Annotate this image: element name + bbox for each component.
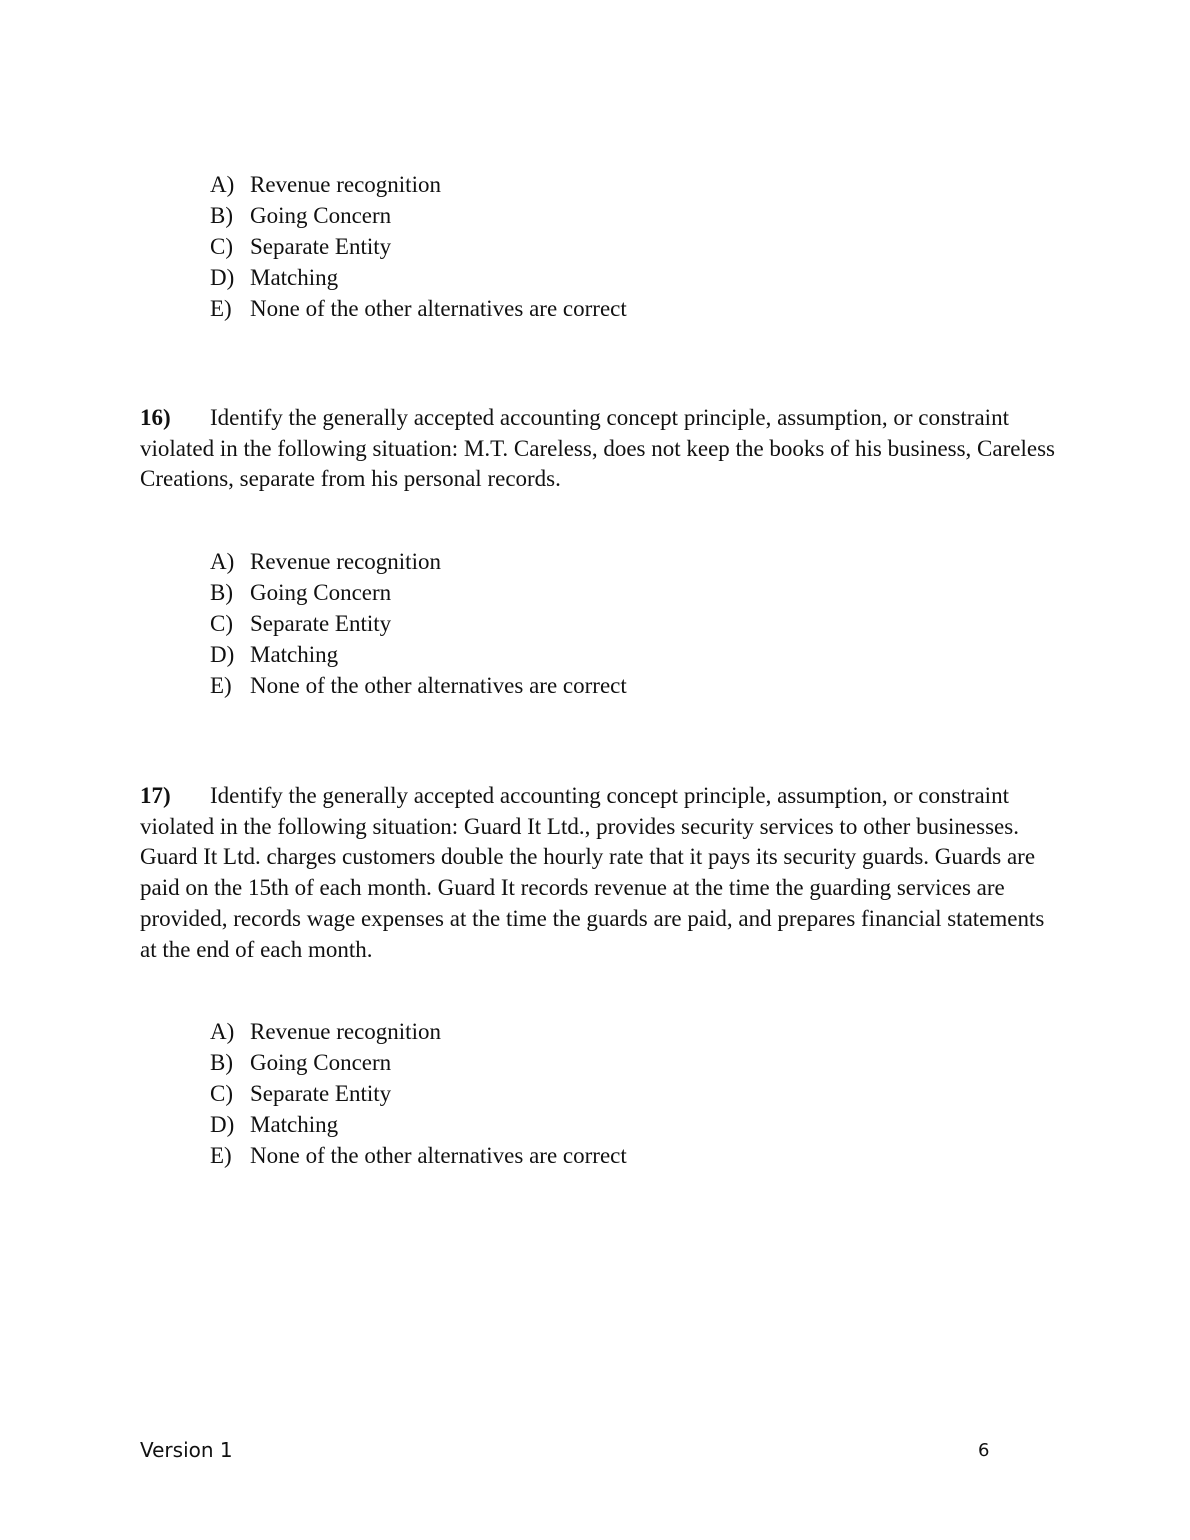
option-a: A) Revenue recognition [210, 172, 441, 197]
footer-version: Version 1 [140, 1438, 233, 1462]
question-number: 17) [140, 783, 171, 808]
option-a: A) Revenue recognition [210, 549, 441, 574]
question-text: Identify the generally accepted accounting concept principle, assumption, or constraint violated in the following situation: Guard It Ltd., provides security services to other businesses. Guard It Ltd. charges customers double the hourly rate that it pays its security guards. Guards are paid on the 15th of each month. Guard It records revenue at the time the guarding services are provided, records wage expenses at the time the guards are paid, and prepares financial statements at the end of each month. [140, 783, 1045, 962]
option-e: E) None of the other alternatives are correct [210, 296, 627, 321]
answer-options-q16 [210, 546, 627, 701]
option-b: B) Going Concern [210, 203, 392, 228]
option-e: E) None of the other alternatives are correct [210, 1143, 627, 1168]
option-a: A) Revenue recognition [210, 1019, 441, 1044]
option-d: D) Matching [210, 265, 339, 290]
answer-options-q17 [210, 1016, 627, 1171]
option-b: B) Going Concern [210, 580, 392, 605]
question-16 [140, 403, 1060, 495]
option-d: D) Matching [210, 1112, 339, 1137]
option-e: E) None of the other alternatives are correct [210, 673, 627, 698]
option-b: B) Going Concern [210, 1050, 392, 1075]
option-d: D) Matching [210, 642, 339, 667]
answer-options-q15 [210, 169, 627, 324]
question-17 [140, 781, 1060, 965]
option-c: C) Separate Entity [210, 1081, 392, 1106]
option-c: C) Separate Entity [210, 234, 392, 259]
question-text: Identify the generally accepted accounting concept principle, assumption, or constraint violated in the following situation: M.T. Careless, does not keep the books of his business, Careless Creations, separate from his personal records. [140, 405, 1055, 492]
footer-page-number: 6 [978, 1440, 990, 1461]
question-number: 16) [140, 405, 171, 430]
option-c: C) Separate Entity [210, 611, 392, 636]
